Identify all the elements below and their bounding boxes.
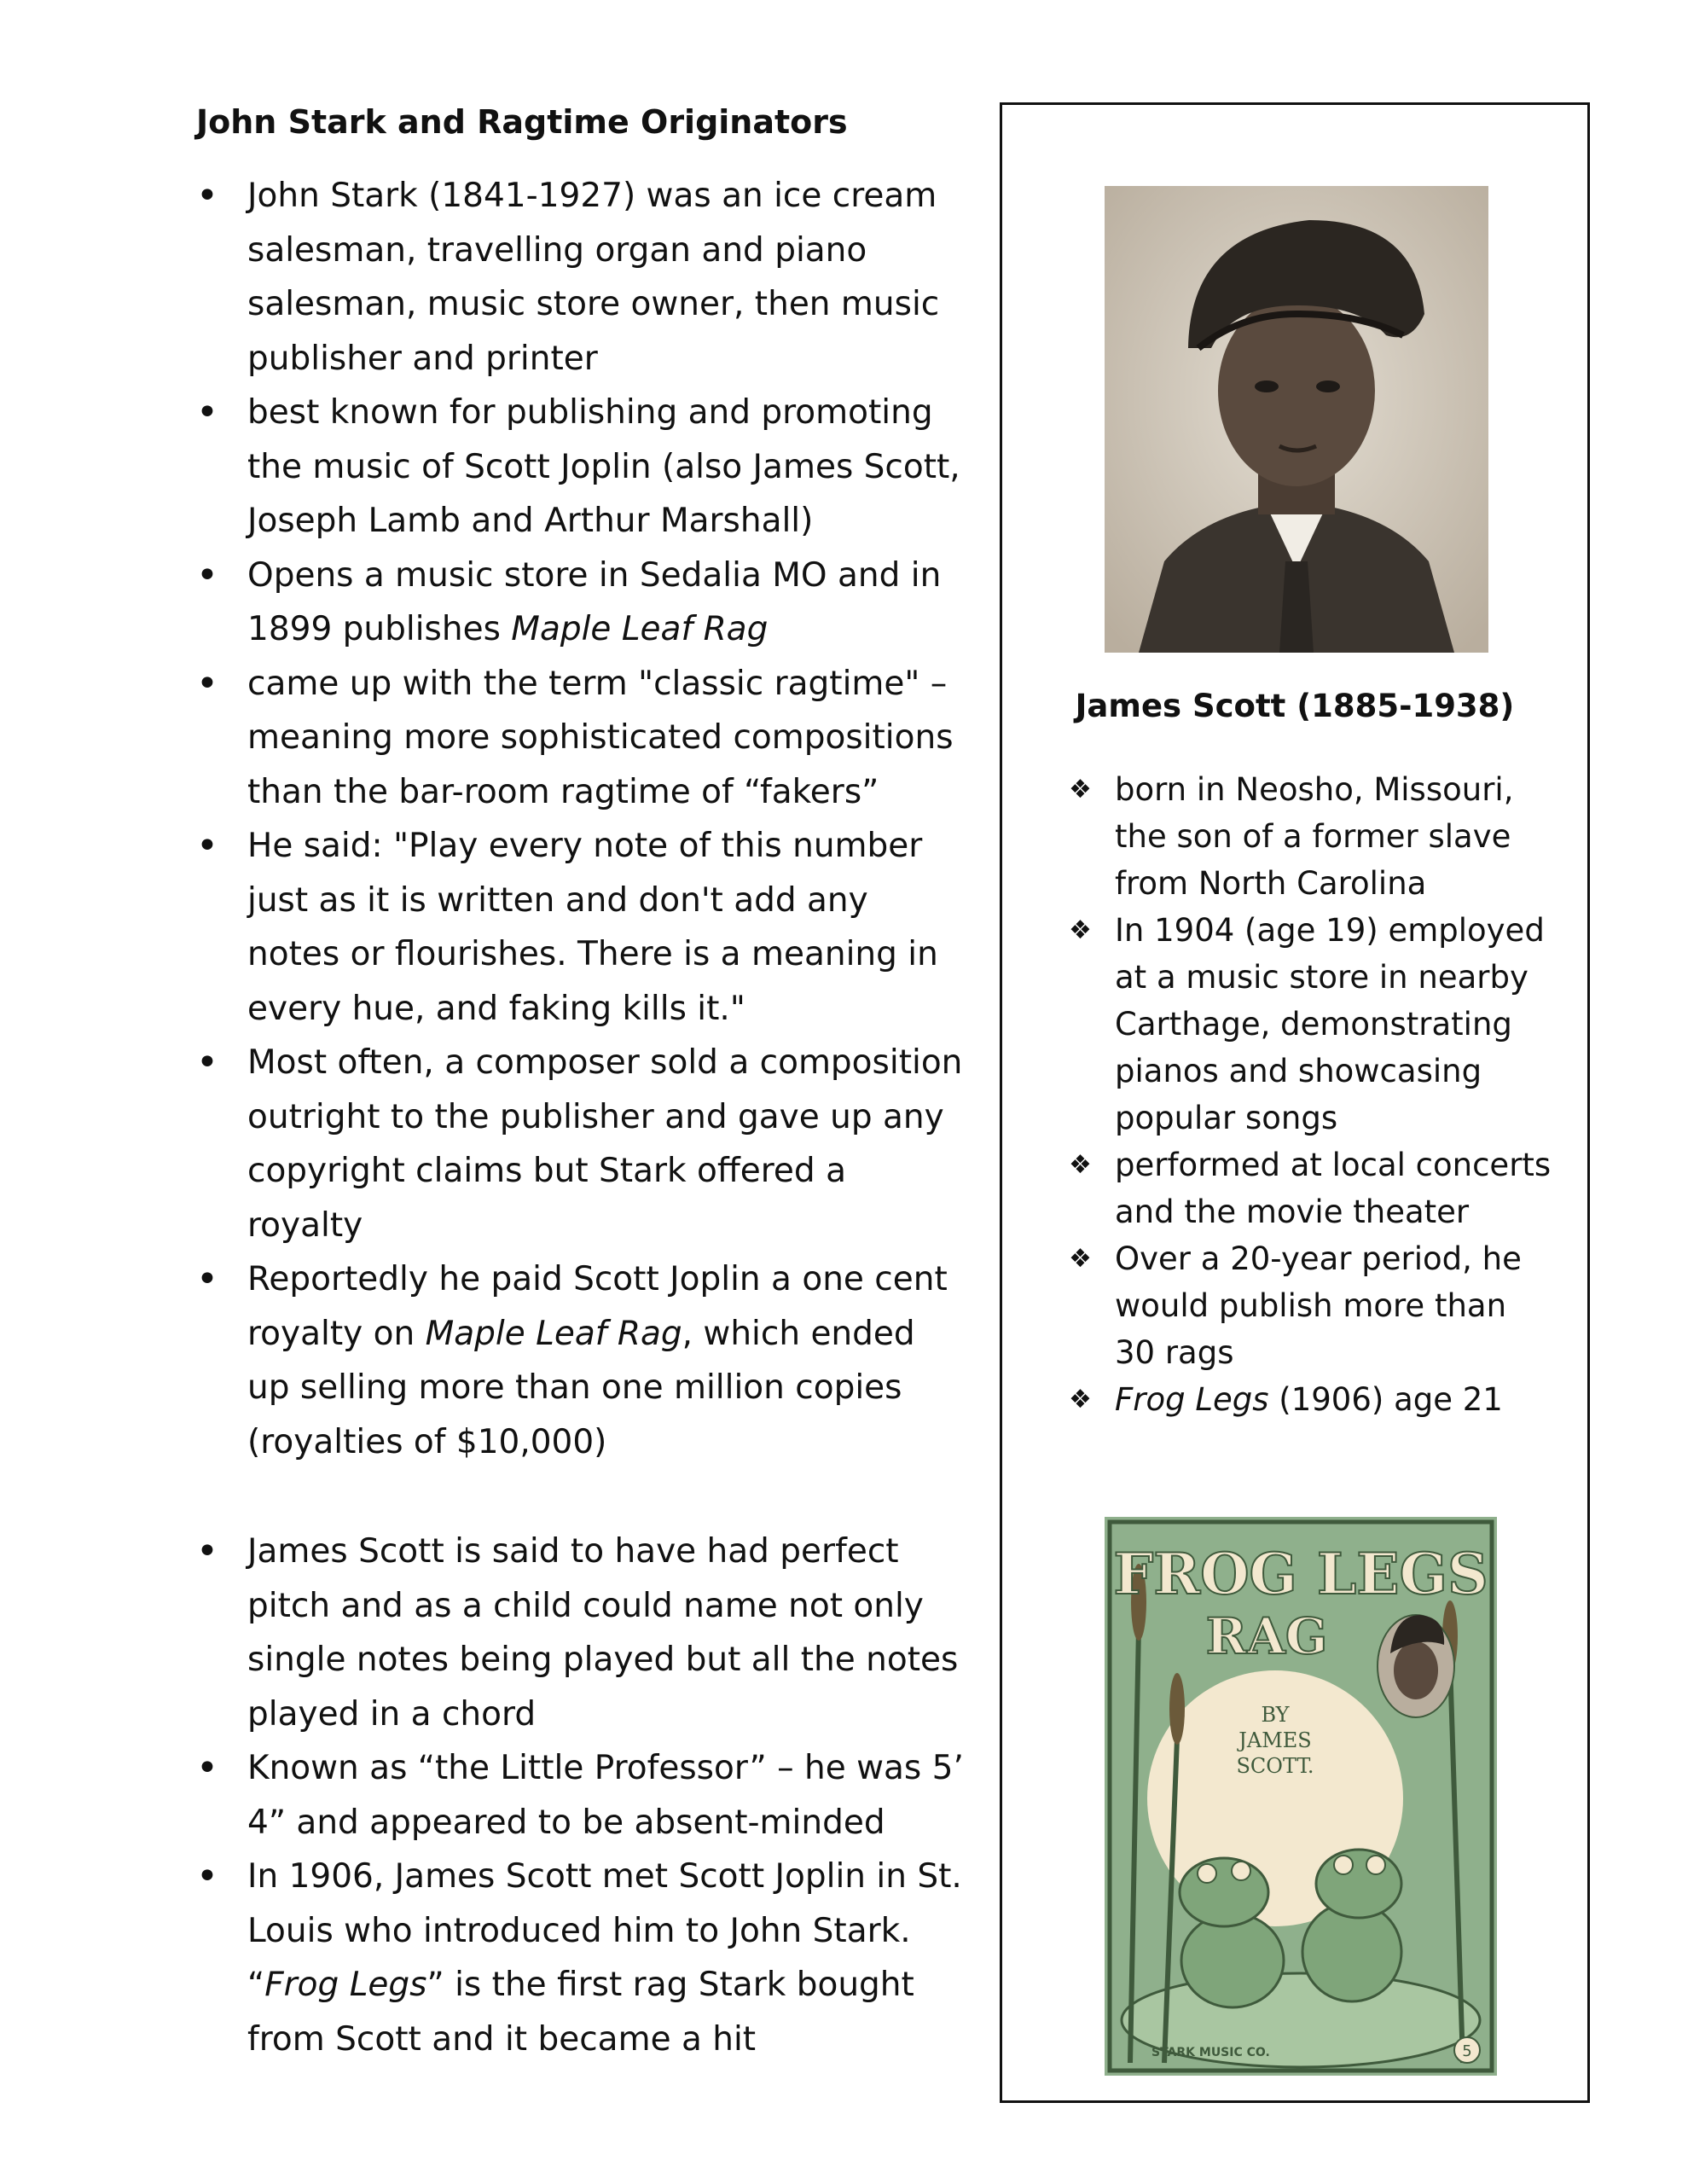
frog-legs-sheet-music-cover: [1105, 1517, 1497, 2076]
james-scott-sidebar: [1000, 102, 1590, 2103]
bullet-item: [196, 386, 964, 549]
bullet-text: Most often, a composer sold a composition outright to the publisher and gave up any copyright claims but Stark offered a royalty: [247, 1043, 963, 1245]
list-spacer: [196, 1469, 964, 1525]
fact-item: [1069, 1376, 1555, 1423]
bullet-text: came up with the term "classic ragtime" – meaning more sophisticated compositions than the bar-room ragtime of “fakers”: [247, 664, 954, 811]
bullet-text: best known for publishing and promoting the music of Scott Joplin (also James Scott, Joseph Lamb and Arthur Marshall): [247, 393, 960, 540]
bullet-item: [196, 1741, 964, 1850]
italic-title-text: Frog Legs: [1115, 1381, 1269, 1418]
fact-item: [1069, 766, 1555, 907]
cover-title-text: FROG LEGS: [1113, 1541, 1488, 1607]
bullet-text: In 1904 (age 19) employed at a music store in nearby Carthage, demonstrating pianos and showcasing popular songs: [1115, 912, 1545, 1136]
fact-item: [1069, 1235, 1555, 1376]
cover-author-last: SCOTT.: [1236, 1754, 1314, 1778]
james-scott-portrait: [1105, 186, 1488, 653]
bullet-text: In 1906, James Scott met Scott Joplin in St. Louis who introduced him to John Stark. “: [247, 1857, 962, 2004]
bullet-item: [196, 1036, 964, 1252]
bullet-item: [196, 549, 964, 657]
italic-title-text: Maple Leaf Rag: [511, 610, 769, 648]
cover-by-text: BY: [1261, 1703, 1290, 1727]
bullet-text: Over a 20-year period, he would publish more than 30 rags: [1115, 1240, 1522, 1371]
bullet-item: [196, 1525, 964, 1741]
bullet-text: born in Neosho, Missouri, the son of a former slave from North Carolina: [1115, 771, 1514, 902]
main-column: [196, 101, 964, 2066]
bullet-text: Reportedly he paid Scott Joplin a one cent royalty on: [247, 1260, 948, 1353]
cover-number-text: 5: [1462, 2042, 1472, 2060]
bullet-item: [196, 819, 964, 1036]
italic-title-text: Maple Leaf Rag: [425, 1314, 682, 1353]
portrait-caption: James Scott (1885-1938): [1075, 688, 1515, 724]
scott-bullet-list: [196, 1525, 964, 2066]
bullet-text: James Scott is said to have had perfect pitch and as a child could name not only single notes being played but all the notes played in a chord: [247, 1532, 959, 1734]
james-scott-facts-list: [1069, 766, 1555, 1423]
document-title: John Stark and Ragtime Originators: [196, 103, 848, 141]
bullet-text: ” is the first rag Stark bought from Scott and it became a hit: [247, 1966, 914, 2059]
bullet-item: [196, 1850, 964, 2066]
bullet-text: Known as “the Little Professor” – he was 5’ 4” and appeared to be absent-minded: [247, 1749, 964, 1842]
bullet-item: [196, 1252, 964, 1469]
bullet-item: [196, 657, 964, 820]
bullet-text: , which ended up selling more than one million copies (royalties of $10,000): [247, 1314, 915, 1461]
cover-publisher-text: STARK MUSIC CO.: [1151, 2046, 1270, 2059]
bullet-item: [196, 169, 964, 386]
bullet-text: John Stark (1841-1927) was an ice cream salesman, travelling organ and piano salesman, music store owner, then music publisher and printer: [247, 177, 940, 378]
bullet-text: Opens a music store in Sedalia MO and in 1899 publishes: [247, 555, 942, 648]
bullet-text: (1906) age 21: [1268, 1381, 1503, 1418]
italic-title-text: Frog Legs: [264, 1966, 427, 2004]
bullet-text: He said: "Play every note of this number just as it is written and don't add any notes or flourishes. There is a meaning in every hue, and faking kills it.": [247, 827, 938, 1028]
bullet-text: performed at local concerts and the movie theater: [1115, 1147, 1552, 1230]
cover-author-first: JAMES: [1238, 1728, 1312, 1752]
stark-bullet-list: [196, 169, 964, 1469]
cover-subtitle-text: RAG: [1205, 1607, 1328, 1665]
fact-item: [1069, 907, 1555, 1141]
fact-item: [1069, 1141, 1555, 1235]
